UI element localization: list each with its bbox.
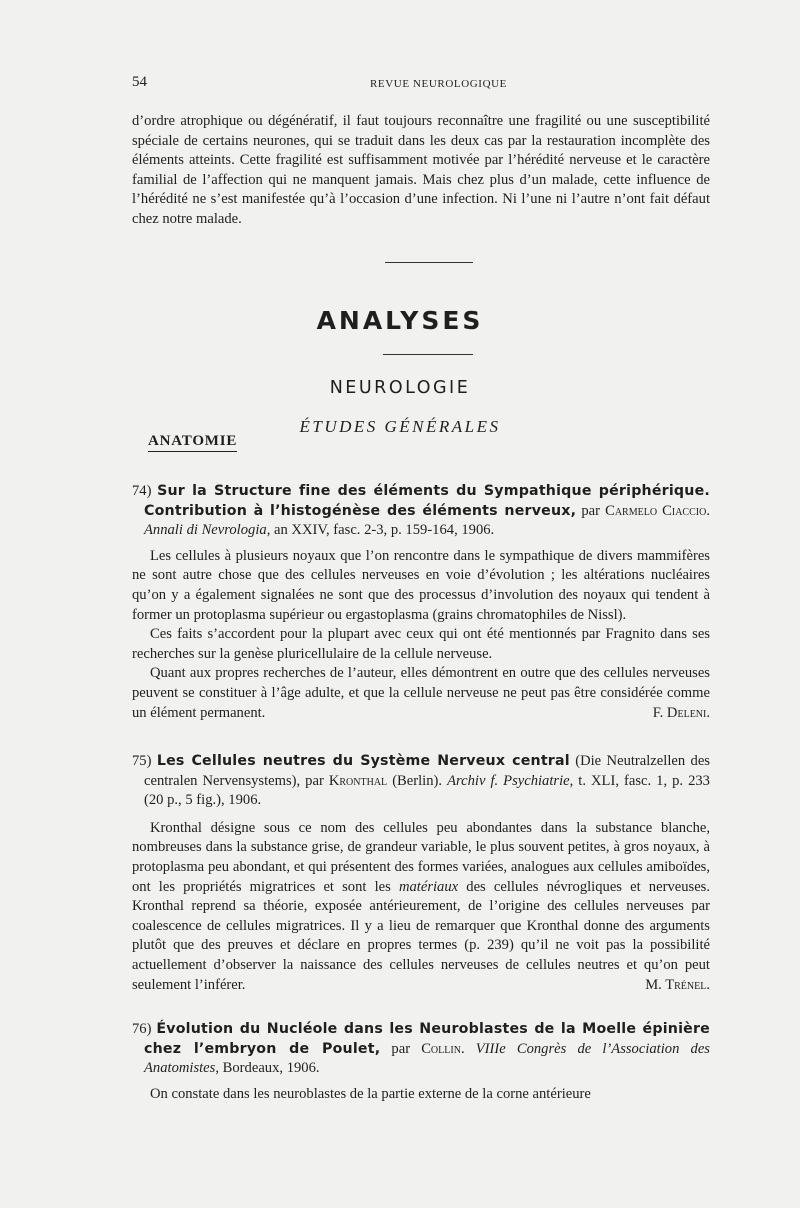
entry-76 [132,1020,710,1104]
divider-bottom [383,354,473,355]
entry-heading: 74) Sur la Structure fine des éléments du Sympathique périphérique. Contribution à l’histogénèse des éléments nerveux, par Carmelo Ciaccio. Annali di Nevrologia, an XXIV, fasc. 2-3, p. 159-164, 1906. [132,483,710,539]
entry-original-title: (Die Neutralzellen des centralen Nervensystems), par [144,753,710,789]
entry-paragraph-start: Kronthal désigne sous ce nom des cellules peu abondantes dans la substance blanche, nombreuses dans la substance grise, de grandeur variable, le plus souvent petites, à gros noyaux, à protoplasma peu abondant, et qui présentent des formes variées, analogues aux cellules amiboïdes, ont les propriétés migratrices et sont les [132,819,710,895]
entry-74 [132,482,710,723]
entry-author: Collin [421,1040,461,1057]
entry-number: 75) [132,753,152,769]
entry-author: Kronthal [328,772,388,789]
entry-heading: 76) Évolution du Nucléole dans les Neuroblastes de la Moelle épinière chez l’embryon de Poulet, par Collin. VIIIe Congrès de l’Association des Anatomistes, Bordeaux, 1906. [132,1021,711,1077]
entry-by: par [380,1040,422,1057]
intro-paragraph-block [132,112,710,230]
entry-paragraph [132,819,710,995]
subsection-title: NEUROLOGIE [329,378,471,398]
entry-paragraph [132,664,710,723]
subsubsection-title: ÉTUDES GÉNÉRALES [299,417,501,436]
entry-number: 76) [132,1021,152,1037]
category-heading: ANATOMIE [148,433,237,452]
entry-citation: , Bordeaux, 1906. [215,1060,320,1077]
entry-title: Évolution du Nucléole dans les Neuroblastes de la Moelle épinière chez l’embryon de Poulet, [144,1021,711,1057]
entry-paragraph: On constate dans les neuroblastes de la partie externe de la corne antérieure [150,1085,591,1102]
entry-journal: Annali di Nevrologia [144,522,267,539]
entry-paragraph: Ces faits s’accordent pour la plupart avec ceux qui ont été mentionnés par Fragnito dans ses recherches sur la genèse pluricellulaire de la cellule nerveuse. [132,626,710,662]
journal-title: REVUE NEUROLOGIQUE [370,78,507,90]
entry-signature: F. Deleni. [652,704,710,721]
entry-title: Les Cellules neutres du Système Nerveux central [156,753,570,769]
entry-journal: VIIIe Congrès de l’Association des Anatomistes [144,1040,710,1077]
entry-signature: M. Trénel. [645,976,710,993]
page-number: 54 [132,74,147,90]
intro-paragraph: d’ordre atrophique ou dégénératif, il faut toujours reconnaître une fragilité ou une susceptibilité spéciale de certains neurones, qui se traduit dans les deux cas par la restauration incomplète des éléments atteints. Cette fragilité est suffisamment motivée par l’hérédité nerveuse et le caractère familial de l’affection qui ne manquent jamais. Mais chez plus d’un malade, cette influence de l’hérédité ne s’est manifestée qu’à l’occasion d’une infection. Ni l’une ni l’autre n’ont fait défaut chez notre malade. [132,113,710,227]
entry-75 [132,752,710,995]
divider-top [385,262,473,263]
entry-number: 74) [132,483,152,499]
entry-author: Carmelo Ciaccio [605,502,707,519]
entry-affiliation: (Berlin). [387,772,448,789]
entry-citation: , an XXIV, fasc. 2-3, p. 159-164, 1906. [266,522,495,539]
entry-title: Sur la Structure fine des éléments du Sympathique périphérique. Contribution à l’histogénèse des éléments nerveux, [144,483,710,519]
entry-citation: , t. XLI, fasc. 1, p. 233 (20 p., 5 fig.), 1906. [144,772,710,809]
entry-paragraph-emphasis: matériaux [398,878,459,895]
entry-paragraph-end: des cellules névrogliques et nerveuses. Kronthal reprend sa théorie, exposée antérieurement, de l’origine des cellules nerveuses par coalescence de cellules migratrices. Il y a lieu de remarquer que Kronthal donne des arguments plutôt que des preuves et déclare en propres termes (p. 239) qu’il ne voit pas la possibilité actuellement d’observer la naissance des cellules nerveuses de cellules neutres et qu’on peut seulement l’inférer. [132,878,711,993]
entry-journal: Archiv f. Psychiatrie [447,772,570,789]
section-title: ANALYSES [316,306,484,335]
entry-by: par [576,502,606,519]
entry-paragraph: Les cellules à plusieurs noyaux que l’on rencontre dans le sympathique de divers mammifères ne sont autre chose que des cellules nerveuses en voie d’évolution ; les altérations nucléaires qu’on y a également signalées ne sont que des processus d’involution des noyaux qui tendent à former un protoplasma supérieur ou ergastoplasma (grains chromatophiles de Nissl). [132,547,710,623]
entry-heading [132,752,710,811]
running-head [132,74,710,94]
entry-paragraph-text: Quant aux propres recherches de l’auteur, elles démontrent en outre que des cellules nerveuses peuvent se constituer à l’âge adulte, et que la cellule nerveuse ne peut pas être considérée comme un élément permanent. [132,665,710,721]
